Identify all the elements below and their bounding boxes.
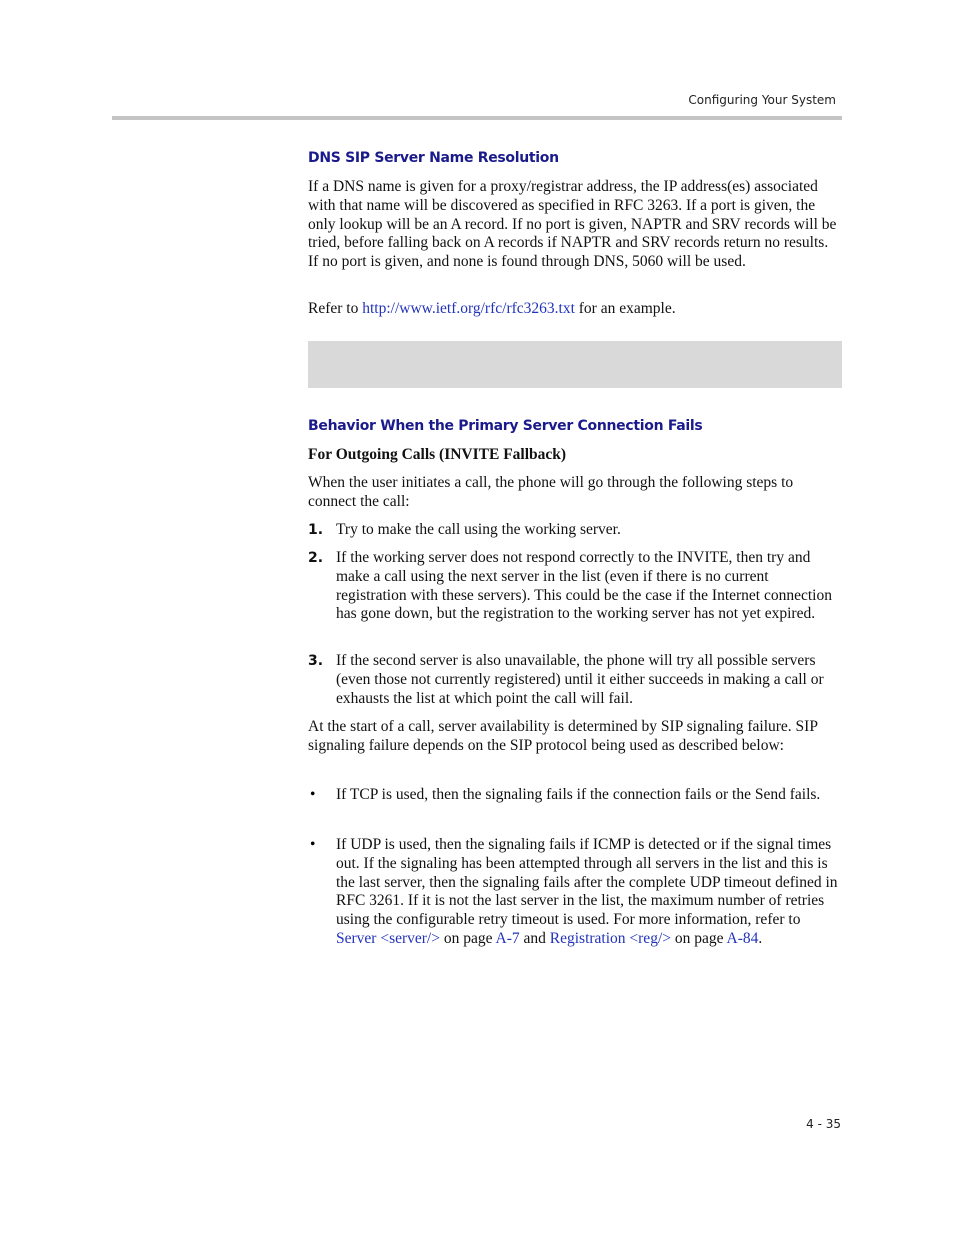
section-heading: Behavior When the Primary Server Connection Fails — [308, 418, 703, 434]
page-a84-link[interactable]: A-84 — [726, 929, 759, 947]
dns-paragraph-block — [308, 178, 842, 272]
availability-block — [308, 718, 842, 756]
and-text: and — [519, 929, 550, 947]
udp-text: If UDP is used, then the signaling fails if ICMP is detected or if the signal times out. If the signaling has been attempted through all servers in the list and this is the last server, then the signaling fails after the complete UDP timeout defined in RFC 3261. If it is not the last server in the list, the maximum number of retries using the configurable retry timeout is used. For more information, refer to — [336, 836, 838, 929]
subheading: For Outgoing Calls (INVITE Fallback) — [308, 446, 567, 463]
server-link[interactable]: Server <server/> — [336, 929, 440, 947]
refer-line — [308, 300, 842, 319]
bullet-icon: • — [310, 836, 316, 853]
step-text: If the working server does not respond correctly to the INVITE, then try and make a call using the next server in the list (even if there is no current registration with these servers). This could be the case if the Internet connection has gone down, but the registration to the working server has not yet expired. — [336, 549, 832, 623]
end-punctuation: . — [758, 929, 763, 947]
refer-prefix: Refer to — [308, 300, 363, 317]
list-item — [308, 786, 842, 805]
header-rule — [112, 116, 842, 120]
availability-paragraph: At the start of a call, server availability is determined by SIP signaling failure. SIP signaling failure depends on the SIP protocol being used as described below: — [308, 718, 818, 754]
step-number: 2. — [308, 550, 324, 566]
running-header: Configuring Your System — [688, 93, 836, 107]
section-dns — [308, 150, 842, 166]
section-heading: DNS SIP Server Name Resolution — [308, 150, 559, 166]
step-text: If the second server is also unavailable, the phone will try all possible servers (even those not currently registered) until it either succeeds in making a call or exhausts the list at which point the call will fail. — [336, 652, 824, 707]
page-a7-link[interactable]: A-7 — [495, 929, 520, 947]
intro-block — [308, 474, 842, 512]
list-item — [308, 521, 842, 540]
section-fallback — [308, 418, 842, 434]
on-page-text: on page — [671, 929, 727, 947]
list-item — [308, 549, 842, 624]
list-item — [308, 652, 842, 708]
bullet-icon: • — [310, 786, 316, 803]
rfc3263-link[interactable]: http://www.ietf.org/rfc/rfc3263.txt — [362, 300, 575, 317]
refer-suffix: for an example. — [574, 300, 676, 317]
list-item — [308, 836, 842, 949]
on-page-text: on page — [439, 929, 496, 947]
bullet-text: If TCP is used, then the signaling fails if the connection fails or the Send fails. — [336, 786, 821, 803]
bullet-udp — [308, 836, 842, 949]
registration-link[interactable]: Registration <reg/> — [549, 929, 671, 947]
step-number: 1. — [308, 522, 324, 538]
page-number: 4 - 35 — [806, 1117, 841, 1131]
subheading-block — [308, 446, 842, 465]
bullet-tcp — [308, 786, 842, 805]
step-3 — [308, 652, 842, 708]
shaded-box — [308, 341, 842, 388]
step-text: Try to make the call using the working server. — [336, 521, 621, 538]
intro-paragraph: When the user initiates a call, the phone will go through the following steps to connect the call: — [308, 474, 794, 510]
bullet-text — [336, 836, 842, 949]
step-number: 3. — [308, 653, 324, 669]
step-2 — [308, 549, 842, 624]
dns-paragraph: If a DNS name is given for a proxy/registrar address, the IP address(es) associated with that name will be discovered as specified in RFC 3263. If a port is given, the only lookup will be an A record. If no port is given, NAPTR and SRV records will be tried, before falling back on A records if NAPTR and SRV records return no results. If no port is given, and none is found through DNS, 5060 will be used. — [308, 178, 837, 271]
step-1 — [308, 521, 842, 540]
